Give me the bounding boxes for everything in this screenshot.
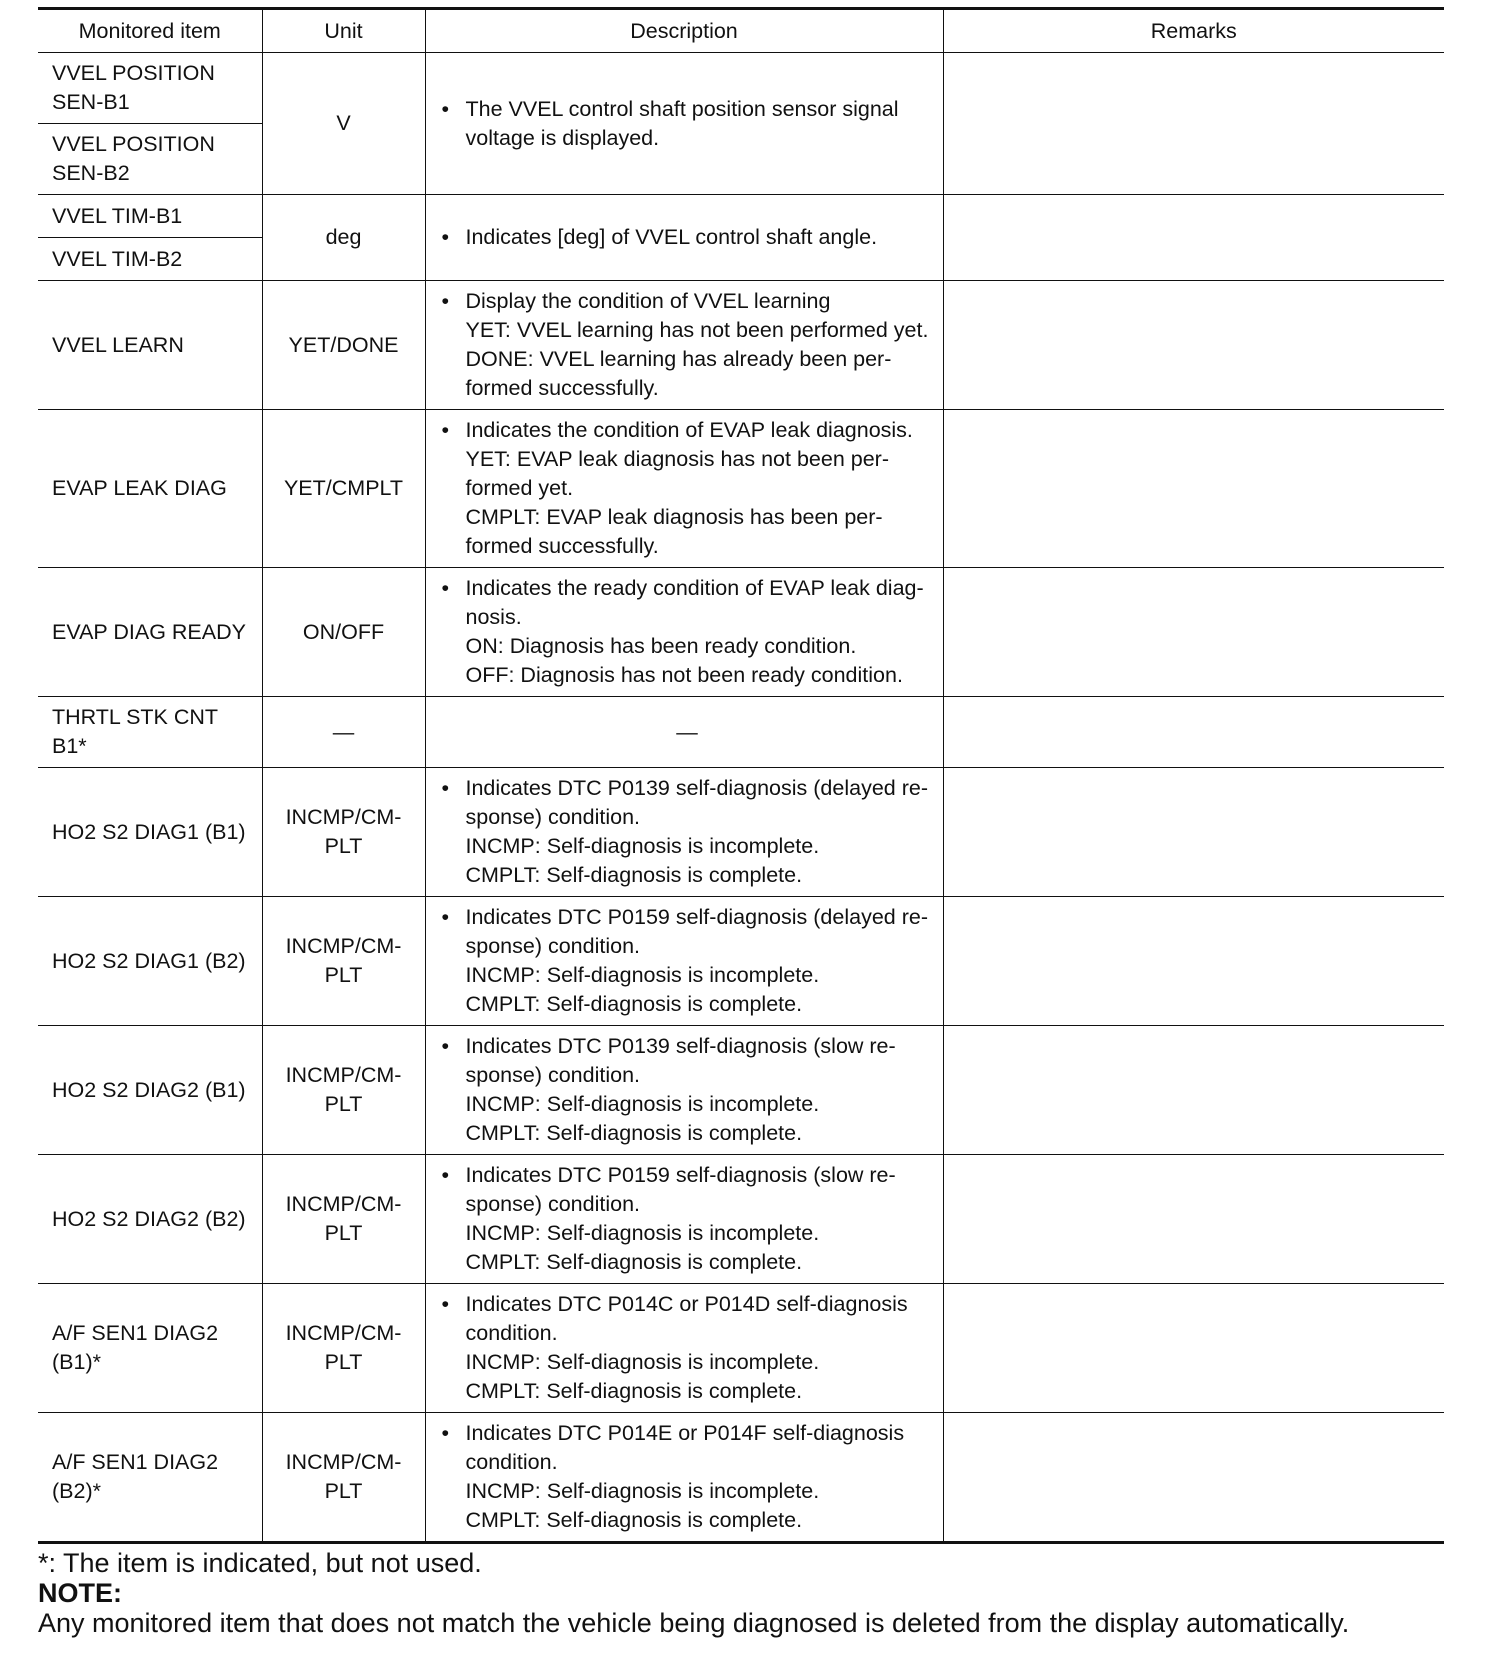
description-text [466,1161,933,1277]
description-cell [425,53,943,195]
table-row [38,1284,1444,1413]
bullet-icon: • [441,1421,450,1445]
description-text [466,416,933,561]
description-line: INCMP: Self-diagnosis is incomplete. [465,963,820,987]
footer-notes [38,1548,1444,1638]
description-bullet [442,903,933,1019]
description-cell [425,897,943,1026]
description-bullet [442,774,933,890]
table-row [38,897,1444,1026]
header-monitored-item: Monitored item [38,9,262,53]
description-bullet-text: Indicates the condition of EVAP leak diagnosis. [465,418,913,442]
description-line: OFF: Diagnosis has not been ready condition. [465,663,903,687]
unit-cell: YET/DONE [262,281,425,410]
unit-cell: INCMP/CM-PLT [262,1026,425,1155]
description-cell [425,195,943,281]
remarks-cell [943,897,1444,1026]
description-cell [425,768,943,897]
description-line: CMPLT: Self-diagnosis is complete. [465,863,803,887]
monitored-item-cell: VVEL POSITION SEN-B2 [38,124,262,195]
description-line: CMPLT: Self-diagnosis is complete. [465,992,803,1016]
table-row [38,281,1444,410]
description-line: INCMP: Self-diagnosis is incomplete. [465,1350,820,1374]
description-bullet-text: Indicates [deg] of VVEL control shaft angle. [465,225,878,249]
description-text [466,287,933,403]
monitored-item-cell: VVEL POSITION SEN-B1 [38,53,262,124]
bullet-icon: • [441,1292,450,1316]
bullet-icon: • [441,905,450,929]
table-row [38,410,1444,568]
remarks-cell [943,568,1444,697]
table-row [38,195,1444,238]
description-line: ON: Diagnosis has been ready condition. [465,634,857,658]
description-cell [425,1026,943,1155]
description-bullet-text: Indicates DTC P0139 self-diagnosis (delayed re-sponse) condition. [465,776,928,829]
description-bullet-text: Indicates DTC P0159 self-diagnosis (delayed re-sponse) condition. [465,905,928,958]
description-line: YET: EVAP leak diagnosis has not been per-formed yet. [465,447,889,500]
description-line: YET: VVEL learning has not been performed yet. [465,318,929,342]
description-line: INCMP: Self-diagnosis is incomplete. [465,834,820,858]
monitored-item-cell: EVAP LEAK DIAG [38,410,262,568]
description-text [466,1290,933,1406]
unit-cell: INCMP/CM-PLT [262,897,425,1026]
monitored-item-cell: A/F SEN1 DIAG2 (B1)* [38,1284,262,1413]
description-line: CMPLT: Self-diagnosis is complete. [465,1121,803,1145]
unit-cell: — [262,697,425,768]
description-bullet [442,1032,933,1148]
remarks-cell [943,53,1444,195]
description-bullet [442,1161,933,1277]
description-line: CMPLT: Self-diagnosis is complete. [465,1379,803,1403]
description-bullet [442,1290,933,1406]
table-row [38,1026,1444,1155]
note-label: NOTE: [38,1578,122,1608]
description-cell [425,410,943,568]
table-row [38,53,1444,124]
description-bullet [442,1419,933,1535]
unit-cell: INCMP/CM-PLT [262,768,425,897]
remarks-cell [943,768,1444,897]
unit-cell: ON/OFF [262,568,425,697]
description-bullet-text: Indicates DTC P014E or P014F self-diagnosis condition. [465,1421,905,1474]
description-bullet-text: Indicates DTC P014C or P014D self-diagnosis condition. [465,1292,908,1345]
description-cell [425,281,943,410]
description-bullet [442,95,933,153]
bullet-icon: • [441,418,450,442]
remarks-cell [943,1026,1444,1155]
remarks-cell [943,1413,1444,1543]
description-cell: — [425,697,943,768]
monitored-item-cell: VVEL TIM-B1 [38,195,262,238]
description-text [466,1419,933,1535]
monitored-item-cell: HO2 S2 DIAG1 (B2) [38,897,262,1026]
monitored-item-cell: HO2 S2 DIAG1 (B1) [38,768,262,897]
unit-cell: INCMP/CM-PLT [262,1155,425,1284]
bullet-icon: • [441,289,450,313]
description-bullet [442,416,933,561]
monitored-item-cell: EVAP DIAG READY [38,568,262,697]
description-line: INCMP: Self-diagnosis is incomplete. [465,1092,820,1116]
unit-cell: deg [262,195,425,281]
description-line: DONE: VVEL learning has already been per-formed successfully. [465,347,892,400]
description-line: INCMP: Self-diagnosis is incomplete. [465,1221,820,1245]
description-bullet-text: Display the condition of VVEL learning [465,289,831,313]
description-bullet-text: Indicates DTC P0139 self-diagnosis (slow re-sponse) condition. [465,1034,896,1087]
bullet-icon: • [441,776,450,800]
description-text [466,95,933,153]
bullet-icon: • [441,1163,450,1187]
description-line: CMPLT: EVAP leak diagnosis has been per-formed successfully. [465,505,883,558]
remarks-cell [943,410,1444,568]
monitored-item-cell: VVEL LEARN [38,281,262,410]
description-cell [425,568,943,697]
description-cell [425,1284,943,1413]
remarks-cell [943,1155,1444,1284]
header-description: Description [425,9,943,53]
monitored-item-cell: HO2 S2 DIAG2 (B2) [38,1155,262,1284]
description-cell [425,1413,943,1543]
description-text [466,223,933,252]
table-row [38,1413,1444,1543]
bullet-icon: • [441,96,450,121]
monitored-item-cell: A/F SEN1 DIAG2 (B2)* [38,1413,262,1543]
footnote: *: The item is indicated, but not used. [38,1548,482,1578]
remarks-cell [943,697,1444,768]
monitored-item-cell: HO2 S2 DIAG2 (B1) [38,1026,262,1155]
bullet-icon: • [441,576,450,600]
table-body [38,53,1444,1543]
table-row [38,1155,1444,1284]
header-unit: Unit [262,9,425,53]
unit-cell: INCMP/CM-PLT [262,1284,425,1413]
bullet-icon: • [441,225,450,249]
description-line: CMPLT: Self-diagnosis is complete. [465,1508,803,1532]
table-row [38,768,1444,897]
description-text [466,574,933,690]
description-bullet-text: Indicates DTC P0159 self-diagnosis (slow re-sponse) condition. [465,1163,896,1216]
note-text: Any monitored item that does not match the vehicle being diagnosed is deleted from the display automatically. [38,1608,1350,1638]
table-row [38,697,1444,768]
remarks-cell [943,281,1444,410]
description-text [466,1032,933,1148]
table-header-row [38,9,1444,53]
description-bullet [442,223,933,252]
description-line: INCMP: Self-diagnosis is incomplete. [465,1479,820,1503]
unit-cell: INCMP/CM-PLT [262,1413,425,1543]
monitored-item-cell: VVEL TIM-B2 [38,238,262,281]
description-cell [425,1155,943,1284]
header-remarks: Remarks [943,9,1444,53]
description-bullet [442,574,933,690]
description-bullet-text: Indicates the ready condition of EVAP leak diag-nosis. [465,576,924,629]
description-text [466,774,933,890]
table-row [38,568,1444,697]
description-text [466,903,933,1019]
monitor-table [38,7,1444,1544]
remarks-cell [943,195,1444,281]
description-bullet [442,287,933,403]
remarks-cell [943,1284,1444,1413]
monitored-item-cell: THRTL STK CNT B1* [38,697,262,768]
bullet-icon: • [441,1034,450,1058]
description-bullet-text: The VVEL control shaft position sensor signal voltage is displayed. [465,96,899,150]
unit-cell: YET/CMPLT [262,410,425,568]
unit-cell: V [262,53,425,195]
description-line: CMPLT: Self-diagnosis is complete. [465,1250,803,1274]
document [38,7,1444,1638]
